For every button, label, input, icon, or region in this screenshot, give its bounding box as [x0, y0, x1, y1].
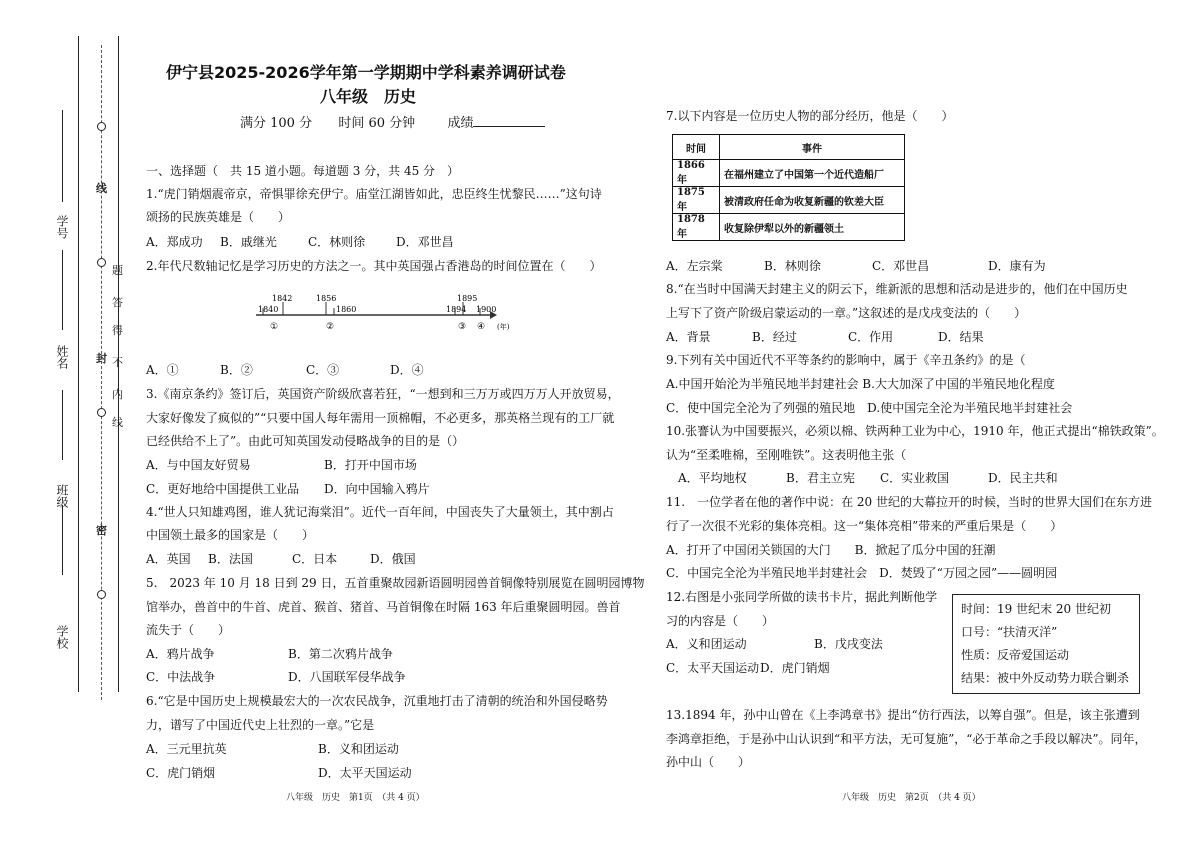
q13-text: 李鸿章拒绝，于是孙中山认识到“和平方法，无可复施”，“必于革命之手段以解决”。同年， [666, 732, 1147, 746]
option: A．鸦片战争 [146, 647, 215, 661]
q7-events-table [672, 134, 905, 241]
option: C．太平天国运动 [666, 661, 760, 675]
table-cell: 1878 年 [673, 214, 720, 241]
tick-label: 1900 [476, 305, 497, 314]
seal-char: 内 [112, 388, 123, 401]
table-cell: 被清政府任命为收复新疆的钦差大臣 [720, 187, 905, 214]
q6-text: 6.“它是中国历史上规模最宏大的一次农民战争，沉重地打击了清朝的统治和外国侵略势 [146, 694, 608, 708]
option: C．林则徐 [308, 235, 366, 249]
q10-text: 认为“至柔唯棉，至刚唯铁”。这表明他主张（ [666, 448, 907, 462]
seal-char: 封 [96, 352, 107, 365]
score-label: 成绩 [447, 116, 474, 131]
q9-options: C．使中国完全沦为了列强的殖民地 D.使中国完全沦为半殖民地半封建社会 [666, 401, 1073, 415]
option: D．八国联军侵华战争 [288, 670, 406, 684]
q3-text: 3.《南京条约》签订后，英国资产阶级欣喜若狂，“一想到和三万万或四万万人开放贸易， [146, 387, 620, 401]
option: B．第二次鸦片战争 [288, 647, 393, 661]
tick-label: 1895 [457, 294, 478, 303]
seal-char: 密 [96, 524, 107, 537]
q5-text: 流失于（ ） [146, 623, 231, 637]
timeline-unit: (年) [497, 323, 510, 331]
q9-options: A.中国开始沦为半殖民地半封建社会 B.大大加深了中国的半殖民地化程度 [666, 377, 1055, 391]
q1-text: 颂扬的民族英雄是（ ） [146, 210, 291, 224]
option: C．中法战争 [146, 670, 216, 684]
marker: ④ [477, 322, 486, 332]
q13-text: 孙中山（ ） [666, 755, 751, 769]
q2-text: 2.年代尺数轴记忆是学习历史的方法之一。其中英国强占香港岛的时间位置在（ ） [146, 259, 602, 273]
q4-text: 4.“世人只知雄鸡图，谁人犹记海棠泪”。近代一百年间，中国丧失了大量领土，其中割占 [146, 505, 614, 519]
binding-hole [97, 122, 106, 131]
option: D．太平天国运动 [318, 766, 412, 780]
q7-options [666, 258, 1046, 275]
option: A．三元里抗英 [146, 742, 227, 756]
q11-text: 11. 一位学者在他的著作中说：在 20 世纪的大幕拉开的时候，当时的世界大国们在东方进 [666, 495, 1152, 509]
option: A．郑成功 [146, 235, 203, 249]
option: D．俄国 [370, 552, 416, 566]
q3-text: 已经供给不上了”。由此可知英国发动侵略战争的目的是（） [146, 434, 465, 448]
card-line: 口号：“扶清灭洋” [961, 625, 1058, 639]
binding-hole [97, 408, 106, 417]
score-line [240, 112, 545, 131]
q5-text: 馆举办，兽首中的牛首、虎首、猴首、猪首、马首铜像在时隔 163 年后重聚圆明园。兽首 [146, 600, 621, 614]
table-cell: 1866 年 [673, 160, 720, 187]
option: A．英国 [146, 552, 191, 566]
table-cell: 在福州建立了中国第一个近代造船厂 [720, 160, 905, 187]
marker: ① [270, 322, 279, 332]
q8-text: 上写下了资产阶级启蒙运动的一章。”这叙述的是戊戌变法的（ ） [666, 306, 1027, 320]
q5-text: 5. 2023 年 10 月 18 日到 29 日，五首重聚故园新语圆明园兽首铜像特别展览在圆明园博物 [146, 576, 645, 590]
q4-options [146, 551, 416, 568]
school-label: 学校 [55, 625, 69, 649]
table-cell: 1875 年 [673, 187, 720, 214]
option: C．日本 [292, 552, 338, 566]
marker: ② [326, 322, 335, 332]
option: D．邓世昌 [396, 235, 454, 249]
tick-label: 1856 [316, 294, 337, 303]
option: A．平均地权 [678, 471, 747, 485]
option: B．经过 [752, 330, 797, 344]
student-id-label: 学号 [55, 215, 69, 239]
option: A．与中国友好贸易 [146, 458, 251, 472]
q2-options [146, 362, 424, 379]
q2-timeline [250, 292, 520, 338]
option: D．向中国输入鸦片 [324, 482, 430, 496]
option: B．戚继光 [220, 235, 277, 249]
option: D．虎门销烟 [760, 661, 830, 675]
option: A．背景 [666, 330, 711, 344]
seal-char: 不 [112, 356, 123, 369]
q13-text: 13.1894 年，孙中山曾在《上李鸿章书》提出“仿行西法，以筹自强”。但是，该主张遭到 [666, 708, 1140, 722]
q8-options [666, 329, 984, 346]
seal-char: 得 [112, 324, 123, 337]
q12-text: 12.右图是小张同学所做的读书卡片，据此判断他学 [666, 590, 938, 604]
option: B．打开中国市场 [324, 458, 417, 472]
option: B．戊戌变法 [814, 637, 883, 651]
q11-options: A．打开了中国闭关锁国的大门 B．掀起了瓜分中国的狂潮 [666, 543, 996, 557]
exam-subtitle: 八年级 历史 [320, 87, 417, 106]
q3-options [146, 481, 430, 498]
option: D．康有为 [988, 259, 1046, 273]
q5-options [146, 669, 406, 686]
q1-text: 1.“虎门销烟震帝京，帝惧罪徐充伊宁。庙堂江湖皆如此，忠臣终生忧黎民……”这句诗 [146, 187, 602, 201]
q12-options [666, 660, 830, 677]
option: A．左宗棠 [666, 259, 723, 273]
marker: ③ [458, 322, 467, 332]
option: D．结果 [938, 330, 984, 344]
score-field[interactable] [473, 114, 545, 127]
full-score: 满分 100 分 [240, 116, 313, 131]
option: C．邓世昌 [872, 259, 930, 273]
option: A．义和团运动 [666, 637, 747, 651]
q1-options [146, 234, 454, 251]
option: B．林则徐 [764, 259, 821, 273]
section-heading: 一、选择题（ 共 15 道小题。每道题 3 分，共 45 分 ） [146, 164, 460, 178]
exam-title: 伊宁县2025-2026学年第一学期期中学科素养调研试卷 [166, 63, 566, 82]
q12-options [666, 636, 883, 653]
q6-options [146, 741, 399, 758]
q11-options: C．中国完全沦为半殖民地半封建社会 D．焚毁了“万园之园”——圆明园 [666, 566, 1058, 580]
table-header: 事件 [720, 135, 905, 160]
table-row [673, 214, 905, 241]
q7-text: 7.以下内容是一位历史人物的部分经历，他是（ ） [666, 109, 954, 123]
q12-text: 习的内容是（ ） [666, 614, 775, 628]
q3-text: 大家好像发了疯似的”“只要中国人每年需用一顶棉帽，不必更多，那英格兰现有的工厂就 [146, 411, 615, 425]
seal-char: 线 [112, 416, 123, 429]
table-header-row [673, 135, 905, 160]
table-row [673, 187, 905, 214]
option: C．虎门销烟 [146, 766, 216, 780]
option: D．④ [390, 363, 424, 377]
option: A．① [146, 363, 179, 377]
option: B．君主立宪 [786, 471, 855, 485]
binding-hole [97, 258, 106, 267]
option: C．实业救国 [880, 471, 950, 485]
q5-options [146, 646, 393, 663]
q6-text: 力，谱写了中国近代史上壮烈的一章。”它是 [146, 718, 375, 732]
page-footer-left: 八年级 历史 第1页 （共 4 页） [286, 793, 425, 803]
option: B．法国 [208, 552, 253, 566]
option: C．更好地给中国提供工业品 [146, 482, 300, 496]
tick-label: 1842 [272, 294, 293, 303]
q6-options [146, 765, 412, 782]
time-limit: 时间 60 分钟 [338, 116, 416, 131]
option: B．② [220, 363, 253, 377]
option: C．作用 [848, 330, 894, 344]
seal-char: 线 [96, 182, 107, 195]
table-row [673, 160, 905, 187]
option: C．③ [306, 363, 340, 377]
class-label: 班级 [55, 484, 69, 508]
tick-label: 1840 [258, 305, 279, 314]
seal-char: 题 [112, 264, 123, 277]
q3-options [146, 457, 417, 474]
binding-hole [97, 590, 106, 599]
card-line: 结果：被中外反动势力联合剿杀 [961, 671, 1130, 685]
q8-text: 8.“在当时中国满天封建主义的阴云下，维新派的思想和活动是进步的，他们在中国历史 [666, 282, 1128, 296]
q10-options [678, 470, 1058, 487]
page-footer-right: 八年级 历史 第2页 （共 4 页） [842, 793, 981, 803]
card-line: 时间：19 世纪末 20 世纪初 [961, 602, 1111, 616]
q10-text: 10.张謇认为中国要振兴，必须以棉、铁两种工业为中心，1910 年，他正式提出“棉铁政策”。 [666, 424, 1164, 438]
table-header: 时间 [673, 135, 720, 160]
seal-char: 答 [112, 296, 123, 309]
q11-text: 行了一次很不光彩的集体亮相。这一“集体亮相”带来的严重后果是（ ） [666, 519, 1063, 533]
option: B．义和团运动 [318, 742, 399, 756]
tick-label: 1860 [336, 305, 357, 314]
card-line: 性质：反帝爱国运动 [961, 648, 1070, 662]
option: D．民主共和 [988, 471, 1058, 485]
table-cell: 收复除伊犁以外的新疆领土 [720, 214, 905, 241]
q12-reading-card [952, 594, 1140, 694]
name-label: 姓名 [55, 345, 69, 369]
q9-text: 9.下列有关中国近代不平等条约的影响中，属于《辛丑条约》的是（ [666, 353, 1026, 367]
q4-text: 中国领土最多的国家是（ ） [146, 528, 315, 542]
tick-label: 1894 [446, 305, 467, 314]
